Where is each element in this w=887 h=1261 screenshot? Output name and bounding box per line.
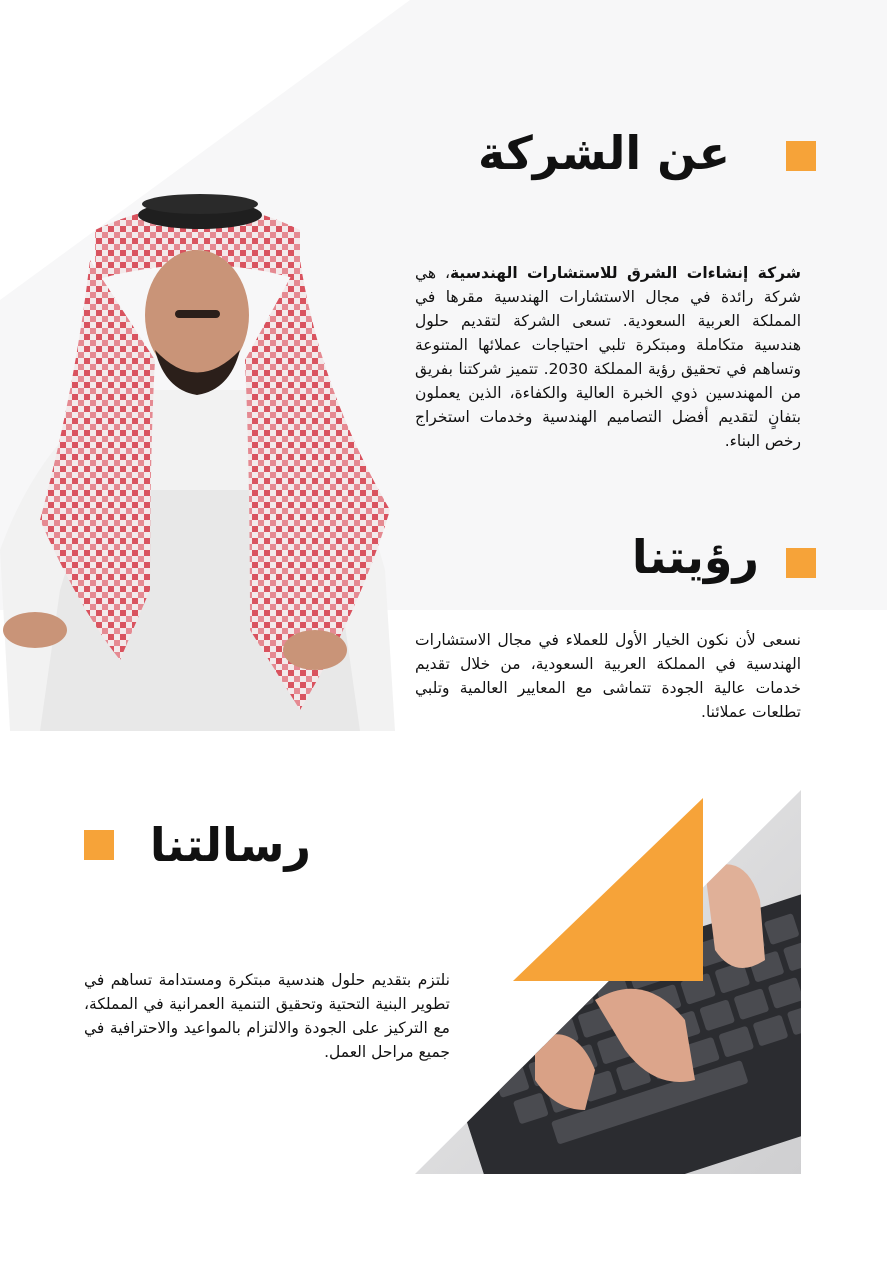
vision-square-icon xyxy=(786,548,816,578)
about-title: عن الشركة xyxy=(478,126,730,180)
about-square-icon xyxy=(786,141,816,171)
mission-paragraph: نلتزم بتقديم حلول هندسية مبتكرة ومستدامة تساهم في تطوير البنية التحتية وتحقيق التنمية العمرانية في المملكة، مع التركيز على الجودة والالتزام بالمواعيد والاحترافية في جميع مراحل العمل. xyxy=(84,971,450,1061)
mission-title: رسالتنا xyxy=(149,818,311,872)
about-text: ، هي شركة رائدة في مجال الاستشارات الهندسية مقرها في المملكة العربية السعودية. تسعى الشركة لتقديم حلول هندسية متكاملة ومبتكرة تلبي احتياجات عملائها المتنوعة وتساهم في تحقيق رؤية المملكة 2030. تتميز شركتنا بفريق من المهندسين ذوي الخبرة العالية والكفاءة، الذين يعملون بتفانٍ لتقديم أفضل التصاميم الهندسية وخدمات استخراج رخص البناء. xyxy=(415,264,801,450)
about-paragraph xyxy=(415,261,801,453)
mission-square-icon xyxy=(84,830,114,860)
founder-photo xyxy=(0,190,395,731)
company-name: شركة إنشاءات الشرق للاستشارات الهندسية xyxy=(450,264,801,282)
vision-title: رؤيتنا xyxy=(631,530,759,584)
orange-triangle-shape xyxy=(513,798,705,981)
vision-paragraph: نسعى لأن نكون الخيار الأول للعملاء في مجال الاستشارات الهندسية في المملكة العربية السعودية، من خلال تقديم خدمات عالية الجودة تتماشى مع المعايير العالمية وتلبي تطلعات عملائنا. xyxy=(415,631,801,721)
